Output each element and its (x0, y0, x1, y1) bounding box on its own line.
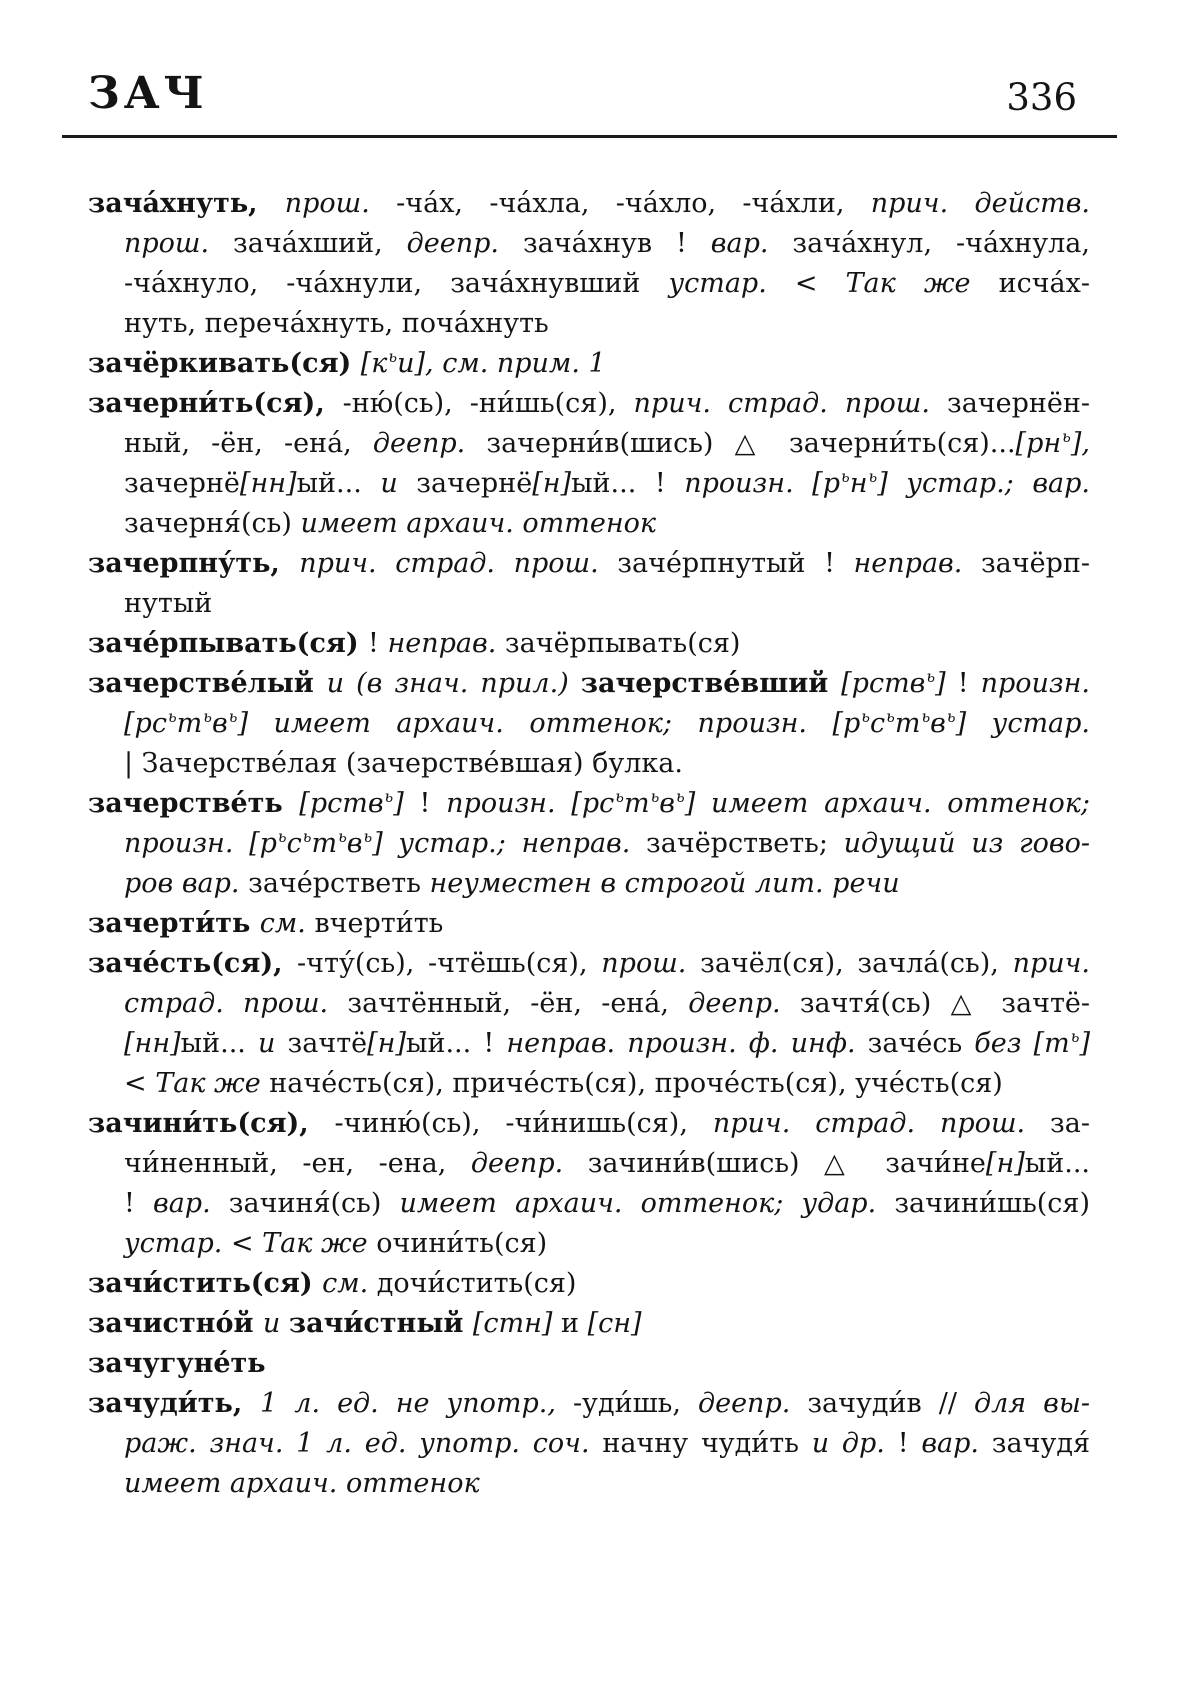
text-segment: зачерни́в(шись) △ зачерни́ть(ся)... (486, 428, 1016, 459)
text-segment: зачиня́(сь) (228, 1188, 400, 1219)
dictionary-entries (88, 184, 1090, 1504)
text-segment: деепр. (406, 228, 523, 259)
text-segment: ый... ! (405, 1028, 507, 1059)
text-segment: зачини́ть(ся), (88, 1108, 335, 1139)
entry-line (88, 424, 1090, 464)
text-segment: ый... (296, 468, 381, 499)
text-segment: имеет архаич. оттенок; удар. (399, 1188, 895, 1219)
entry-line (88, 1344, 1090, 1384)
dictionary-entry (88, 784, 1090, 904)
text-segment: зача́хнул, -ча́хнула, (792, 228, 1090, 259)
text-segment: [н] (367, 1028, 406, 1059)
text-segment: ! (419, 788, 447, 819)
text-segment: неправ. (853, 548, 981, 579)
text-segment: [нн] (239, 468, 297, 499)
phonetic-superscript: ь (228, 707, 238, 726)
entry-line (88, 1224, 1090, 1264)
text-segment: в (659, 788, 675, 819)
text-segment: ый... (180, 1028, 258, 1059)
text-segment: и (380, 468, 417, 499)
text-segment: ров вар. (124, 868, 249, 899)
entry-line (88, 784, 1090, 824)
phonetic-superscript: ь (167, 707, 177, 726)
text-segment: вчерти́ть (314, 908, 444, 939)
text-segment: зачистно́й (88, 1308, 263, 1339)
text-segment: и (262, 1308, 289, 1339)
text-segment: вар. (152, 1188, 229, 1219)
text-segment: ый... ! (571, 468, 685, 499)
dictionary-entry (88, 944, 1090, 1104)
phonetic-superscript: ь (868, 467, 878, 486)
text-segment: [рс (124, 708, 167, 739)
text-segment: зачтё (287, 1028, 368, 1059)
phonetic-superscript: ь (841, 467, 850, 486)
text-segment: вар. (921, 1428, 992, 1459)
text-segment: ] имеет архаич. оттенок; (684, 788, 1090, 819)
dictionary-entry (88, 1384, 1090, 1504)
entry-line (88, 544, 1090, 584)
text-segment: зачернё (124, 468, 240, 499)
text-segment: дочи́стить(ся) (376, 1268, 577, 1299)
text-segment: [нн] (124, 1028, 181, 1059)
text-segment: раж. знач. 1 л. ед. употр. соч. (124, 1428, 603, 1459)
text-segment: и (560, 1308, 588, 1339)
text-segment: [н] (532, 468, 572, 499)
entry-line (88, 984, 1090, 1024)
text-segment: нуть, переча́хнуть, поча́хнуть (124, 308, 549, 339)
text-segment: -уди́шь, (572, 1388, 698, 1419)
text-segment: исча́х- (998, 268, 1090, 299)
dictionary-entry (88, 544, 1090, 624)
text-segment: зачёрпывать(ся) (504, 628, 741, 659)
text-segment: зачини́в(шись) △ зачи́не (587, 1148, 986, 1179)
phonetic-superscript: ь (388, 347, 398, 366)
text-segment: Так же (845, 268, 999, 299)
entry-line (88, 304, 1090, 344)
text-segment: -ча́хнуло, -ча́хнули, зача́хнувший (124, 268, 669, 299)
text-segment: начну чуди́ть (602, 1428, 812, 1459)
entry-line (88, 904, 1090, 944)
entry-line (88, 1184, 1090, 1224)
phonetic-superscript: ь (363, 827, 373, 846)
text-segment: ] (393, 788, 420, 819)
text-segment: ], (1070, 428, 1090, 459)
text-segment: зачерня́(сь) (124, 508, 301, 539)
text-segment: произн. [р (124, 828, 277, 859)
phonetic-superscript: ь (302, 827, 312, 846)
text-segment: т (176, 708, 203, 739)
text-segment: устар. (124, 1228, 231, 1259)
text-segment: прич. (1012, 948, 1090, 979)
entry-line (88, 1064, 1090, 1104)
text-segment: заче́сть(ся), (88, 948, 298, 979)
text-segment: имеет архаич. оттенок (124, 1468, 480, 1499)
text-segment: см. (322, 1268, 377, 1299)
phonetic-superscript: ь (921, 707, 931, 726)
text-segment: 1 л. ед. не употр., (260, 1388, 573, 1419)
text-segment: зачи́стный (288, 1308, 473, 1339)
page-number: 336 (1006, 76, 1077, 119)
text-segment: в (930, 708, 946, 739)
text-segment: прич. страд. прош. (712, 1108, 1051, 1139)
text-segment: произн. (980, 668, 1090, 699)
text-segment: т (623, 788, 650, 819)
text-segment: т (894, 708, 921, 739)
entry-line (88, 1424, 1090, 1464)
text-segment: с (286, 828, 302, 859)
dictionary-entry (88, 1104, 1090, 1264)
entry-line (88, 264, 1090, 304)
text-segment: наче́сть(ся), приче́сть(ся), проче́сть(ся), уче́сть(ся) (269, 1068, 1003, 1099)
text-segment: ] имеет архаич. оттенок; произн. [р (237, 708, 861, 739)
text-segment: и (258, 1028, 288, 1059)
entry-line (88, 1104, 1090, 1144)
text-segment: зачуди́ть, (88, 1388, 261, 1419)
text-segment: ! (124, 1188, 153, 1219)
phonetic-superscript: ь (926, 667, 936, 686)
text-segment: заче́рстветь (248, 868, 430, 899)
entry-line (88, 944, 1090, 984)
text-segment: [рств (841, 668, 926, 699)
entry-line (88, 744, 1090, 784)
text-segment: зачёл(ся), зачла́(сь), (700, 948, 1013, 979)
text-segment: ] (935, 668, 958, 699)
dictionary-entry (88, 1264, 1090, 1304)
text-segment: зачернён- (946, 388, 1090, 419)
phonetic-superscript: ь (861, 707, 870, 726)
text-segment: [н] (985, 1148, 1025, 1179)
entry-line (88, 504, 1090, 544)
entry-line (88, 1384, 1090, 1424)
text-segment: [сн] (587, 1308, 642, 1339)
text-segment: прич. действ. (870, 188, 1090, 219)
phonetic-superscript: ь (1070, 1027, 1080, 1046)
phonetic-superscript: ь (886, 707, 895, 726)
text-segment: для вы- (973, 1388, 1090, 1419)
entry-line (88, 624, 1090, 664)
text-segment: < (794, 268, 846, 299)
text-segment: зачи́стить(ся) (88, 1268, 323, 1299)
text-segment: нутый (124, 588, 213, 619)
text-segment: деепр. (697, 1388, 808, 1419)
text-segment: деепр. (688, 988, 800, 1019)
text-segment: зачтённый, -ён, -ена́, (347, 988, 689, 1019)
text-segment: вар. (710, 228, 793, 259)
text-segment: Так же (155, 1068, 270, 1099)
text-segment: неправ. (387, 628, 505, 659)
text-segment: зачудя́ (991, 1428, 1090, 1459)
entry-line (88, 824, 1090, 864)
entry-line (88, 1144, 1090, 1184)
text-segment: < (124, 1068, 156, 1099)
text-segment: заче́рпнутый ! (617, 548, 854, 579)
phonetic-superscript: ь (676, 787, 685, 806)
text-segment: с (870, 708, 886, 739)
text-segment: заче́сь (867, 1028, 975, 1059)
text-segment: зачёрстветь; (646, 828, 844, 859)
text-segment: очини́ть(ся) (376, 1228, 548, 1259)
text-segment: [к (360, 348, 388, 379)
text-segment: ] устар. (955, 708, 1090, 739)
text-segment: произн. [рс (446, 788, 615, 819)
dictionary-entry (88, 1344, 1090, 1384)
dictionary-entry (88, 904, 1090, 944)
text-segment: ный, -ён, -ена́, (124, 428, 373, 459)
text-segment: зачугуне́ть (88, 1348, 266, 1379)
text-segment: ый... (1024, 1148, 1090, 1179)
text-segment: зачерпну́ть, (88, 548, 300, 579)
text-segment: -чту́(сь), -чтёшь(ся), (297, 948, 602, 979)
text-segment: зача́хнув ! (522, 228, 711, 259)
text-segment: и], см. прим. 1 (397, 348, 606, 379)
text-segment: зачёркивать(ся) (88, 348, 361, 379)
text-segment: -ча́х, -ча́хла, -ча́хло, -ча́хли, (396, 188, 871, 219)
text-segment: зача́хший, (233, 228, 407, 259)
text-segment: ! (957, 668, 981, 699)
text-segment: прош. (601, 948, 701, 979)
dictionary-entry (88, 624, 1090, 664)
text-segment: идущий из гово- (843, 828, 1090, 859)
text-segment: в (212, 708, 228, 739)
text-segment: зачерстве́лый (88, 668, 327, 699)
text-segment: ] устар.; неправ. (372, 828, 647, 859)
text-segment: прош. (284, 188, 397, 219)
text-segment: [стн] (472, 1308, 561, 1339)
entry-line (88, 1024, 1090, 1064)
text-segment: н (849, 468, 868, 499)
text-segment: зачини́шь(ся) (894, 1188, 1090, 1219)
text-segment: в (346, 828, 363, 859)
text-segment: зачтя́(сь) △ зачтё- (799, 988, 1090, 1019)
dictionary-entry (88, 184, 1090, 344)
text-segment: и др. (811, 1428, 898, 1459)
entry-line (88, 1304, 1090, 1344)
text-segment: | Зачерстве́лая (зачерстве́вшая) булка. (124, 748, 683, 779)
text-segment: страд. прош. (124, 988, 348, 1019)
phonetic-superscript: ь (1062, 427, 1071, 446)
text-segment: ] (1079, 1028, 1090, 1059)
entry-line (88, 344, 1090, 384)
text-segment: прич. страд. прош. (633, 388, 947, 419)
entry-line (88, 1464, 1090, 1504)
text-segment: за- (1050, 1108, 1090, 1139)
entry-line (88, 384, 1090, 424)
text-segment: неправ. произн. ф. инф. (506, 1028, 868, 1059)
dictionary-entry (88, 1304, 1090, 1344)
text-segment: т (311, 828, 338, 859)
entry-line (88, 184, 1090, 224)
entry-line (88, 864, 1090, 904)
phonetic-superscript: ь (203, 707, 212, 726)
text-segment: прич. страд. прош. (299, 548, 618, 579)
text-segment: без [т (974, 1028, 1070, 1059)
text-segment: неуместен в строгой лит. речи (429, 868, 900, 899)
text-segment: деепр. (372, 428, 487, 459)
text-segment: [рств (299, 788, 384, 819)
phonetic-superscript: ь (946, 707, 956, 726)
header-rule (62, 135, 1117, 138)
text-segment: деепр. (470, 1148, 588, 1179)
dictionary-entry (88, 384, 1090, 544)
entry-line (88, 464, 1090, 504)
text-segment: Так же (262, 1228, 377, 1259)
text-segment: -чиню́(сь), -чи́нишь(ся), (334, 1108, 713, 1139)
entry-line (88, 224, 1090, 264)
phonetic-superscript: ь (384, 787, 394, 806)
text-segment: ! (897, 1428, 922, 1459)
text-segment: ! (368, 628, 388, 659)
phonetic-superscript: ь (650, 787, 660, 806)
text-segment: зачерстве́ть (88, 788, 300, 819)
entry-line (88, 704, 1090, 744)
text-segment: < (230, 1228, 263, 1259)
text-segment: зачернё (416, 468, 533, 499)
text-segment: -ню́(сь), -ни́шь(ся), (342, 388, 634, 419)
entry-line (88, 1264, 1090, 1304)
dictionary-entry (88, 344, 1090, 384)
text-segment: зачерни́ть(ся), (88, 388, 343, 419)
text-segment: произн. [р (684, 468, 841, 499)
text-segment: имеет архаич. оттенок (300, 508, 657, 539)
text-segment: и (в знач. прил.) (326, 668, 581, 699)
text-segment: прош. (124, 228, 234, 259)
text-segment: зачерти́ть (88, 908, 260, 939)
phonetic-superscript: ь (615, 787, 624, 806)
text-segment: чи́ненный, -ен, -ена, (124, 1148, 471, 1179)
text-segment: ] устар.; вар. (877, 468, 1090, 499)
text-segment: заче́рпывать(ся) (88, 628, 369, 659)
text-segment: зачуди́в // (807, 1388, 974, 1419)
entry-line (88, 584, 1090, 624)
text-segment: устар. (668, 268, 795, 299)
entry-line (88, 664, 1090, 704)
phonetic-superscript: ь (277, 827, 287, 846)
running-head-section: ЗАЧ (88, 68, 208, 119)
text-segment: см. (259, 908, 315, 939)
text-segment: зачёрп- (980, 548, 1090, 579)
phonetic-superscript: ь (338, 827, 347, 846)
text-segment: [рн (1015, 428, 1062, 459)
dictionary-entry (88, 664, 1090, 784)
text-segment: зачерстве́вший (580, 668, 842, 699)
text-segment: зача́хнуть, (88, 188, 285, 219)
